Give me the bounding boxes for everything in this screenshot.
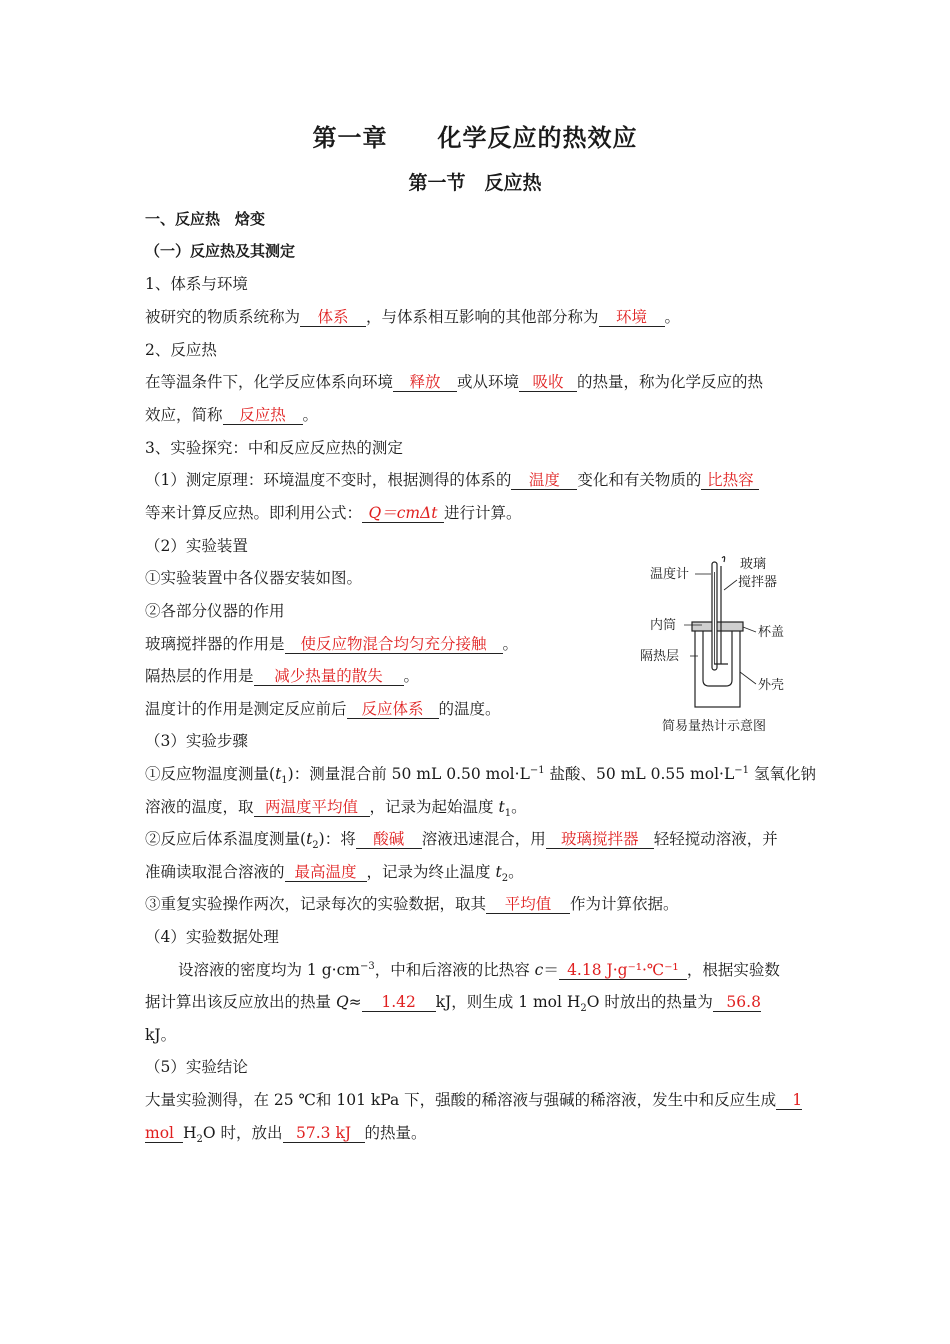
- principle-text-2: 等来计算反应热。即利用公式： Q＝cmΔt 进行计算。: [145, 504, 522, 522]
- label-thermometer: 温度计: [650, 567, 690, 582]
- leader-stirrer: [724, 580, 737, 590]
- data-processing-heading: （4）实验数据处理: [145, 928, 279, 946]
- step1-line-2: 溶液的温度，取 两温度平均值 ，记录为起始温度 $t_1$。: [145, 798, 527, 820]
- leader-shell: [740, 672, 756, 684]
- steps-heading: （3）实验步骤: [145, 732, 248, 750]
- item1-heading: 1、体系与环境: [145, 275, 248, 293]
- label-insulation: 隔热层: [640, 649, 680, 664]
- item3-heading: 3、实验探究：中和反应反应热的测定: [145, 439, 403, 457]
- answer-absorb: 吸收: [519, 373, 577, 392]
- item2-text-2: 效应，简称 反应热 。: [145, 406, 319, 424]
- conclusion-line-2: mol $H_2O$ 时，放出 57.3 kJ 的热量。: [145, 1124, 427, 1146]
- stirrer-top: [722, 557, 725, 562]
- figure-caption: 简易量热计示意图: [662, 719, 767, 734]
- data-processing-line-2: 据计算出该反应放出的热量 Q≈ 1.42 kJ，则生成 1 mol $H_2O$ 时放出的热量为 56.8: [145, 993, 761, 1015]
- answer-one: 1: [776, 1091, 802, 1110]
- step2-line-2: 准确读取混合溶液的 最高温度 ，记录为终止温度 $t_2$。: [145, 863, 524, 885]
- stirrer-function: 玻璃搅拌器的作用是 使反应物混合均匀充分接触 。: [145, 635, 519, 653]
- answer-environment: 环境: [599, 308, 665, 327]
- label-stirrer-line1: 玻璃: [740, 557, 767, 572]
- apparatus-heading: （2）实验装置: [145, 537, 248, 555]
- answer-insulation-function: 减少热量的散失: [254, 667, 404, 686]
- answer-release: 释放: [393, 373, 457, 392]
- data-processing-line-3: kJ。: [145, 1026, 177, 1044]
- answer-stirrer-function: 使反应物混合均匀充分接触: [285, 635, 503, 654]
- answer-thermometer-function: 反应体系: [347, 700, 439, 719]
- answer-glass-stirrer: 玻璃搅拌器: [546, 830, 654, 849]
- apparatus-line-1: ①实验装置中各仪器安装如图。: [145, 569, 363, 587]
- answer-average-two-temps: 两温度平均值: [254, 798, 370, 817]
- answer-heat-released: 1.42: [362, 993, 436, 1012]
- item2-heading: 2、反应热: [145, 341, 217, 359]
- step2-line-1: ②反应后体系温度测量$(t_2)$：将 酸碱 溶液迅速混合，用 玻璃搅拌器 轻轻搅动溶液，并: [145, 830, 778, 852]
- item1-text: 被研究的物质系统称为 体系 ，与体系相互影响的其他部分称为 环境 。: [145, 308, 681, 326]
- answer-specific-heat-value: 4.18 J·g⁻¹·℃⁻¹: [559, 961, 687, 980]
- answer-formula: Q＝cmΔt: [362, 504, 444, 523]
- heading-reaction-heat-measurement: （一）反应热及其测定: [145, 242, 296, 260]
- label-stirrer-line2: 搅拌器: [738, 575, 778, 590]
- principle-text-1: （1）测定原理：环境温度不变时，根据测得的体系的 温度 变化和有关物质的 比热容: [145, 470, 759, 490]
- label-inner-cylinder: 内筒: [650, 618, 677, 633]
- item2-text-1: 在等温条件下，化学反应体系向环境 释放 或从环境 吸收 的热量，称为化学反应的热: [145, 373, 764, 391]
- answer-average: 平均值: [486, 895, 570, 914]
- step3-line: ③重复实验操作两次，记录每次的实验数据，取其 平均值 作为计算依据。: [145, 895, 679, 913]
- step1-line-1: ①反应物温度测量$(t_1)$：测量混合前 50 mL 0.50 $mol\cdot L^{-1}$ 盐酸、50 mL 0.55 $mol\cdot L^{-1}$ 氢氧化钠: [145, 764, 816, 787]
- insulation-function: 隔热层的作用是 减少热量的散失 。: [145, 667, 420, 685]
- section-title: 第一节 反应热: [408, 172, 542, 194]
- answer-temperature: 温度: [511, 471, 577, 490]
- answer-heat-amount: 57.3 kJ: [283, 1124, 365, 1143]
- answer-reaction-heat: 反应热: [223, 406, 303, 425]
- answer-system: 体系: [300, 308, 366, 327]
- conclusion-heading: （5）实验结论: [145, 1058, 248, 1076]
- data-processing-line-1: 设溶液的密度均为 1 $g\cdot cm^{-3}$，中和后溶液的比热容 c＝ 4.18 J·g⁻¹·℃⁻¹ ，根据实验数: [178, 960, 780, 979]
- chapter-title: 第一章 化学反应的热效应: [312, 124, 638, 152]
- label-lid: 杯盖: [758, 625, 785, 640]
- calorimeter-diagram: [640, 552, 800, 742]
- label-outer-shell: 外壳: [758, 678, 785, 693]
- leader-lid: [743, 627, 756, 632]
- answer-specific-heat: 比热容: [701, 471, 759, 490]
- answer-acid-base: 酸碱: [356, 830, 422, 849]
- answer-heat-per-mol: 56.8: [713, 993, 761, 1012]
- thermometer-function: 温度计的作用是测定反应前后 反应体系 的温度。: [145, 700, 501, 718]
- heading-reaction-heat-enthalpy: 一、反应热 焓变: [145, 210, 266, 228]
- apparatus-line-2: ②各部分仪器的作用: [145, 602, 285, 620]
- answer-max-temp: 最高温度: [285, 863, 367, 882]
- answer-mol: mol: [145, 1124, 183, 1143]
- conclusion-line-1: 大量实验测得，在 25 ℃和 101 kPa 下，强酸的稀溶液与强碱的稀溶液，发生中和反应生成 1: [145, 1091, 803, 1109]
